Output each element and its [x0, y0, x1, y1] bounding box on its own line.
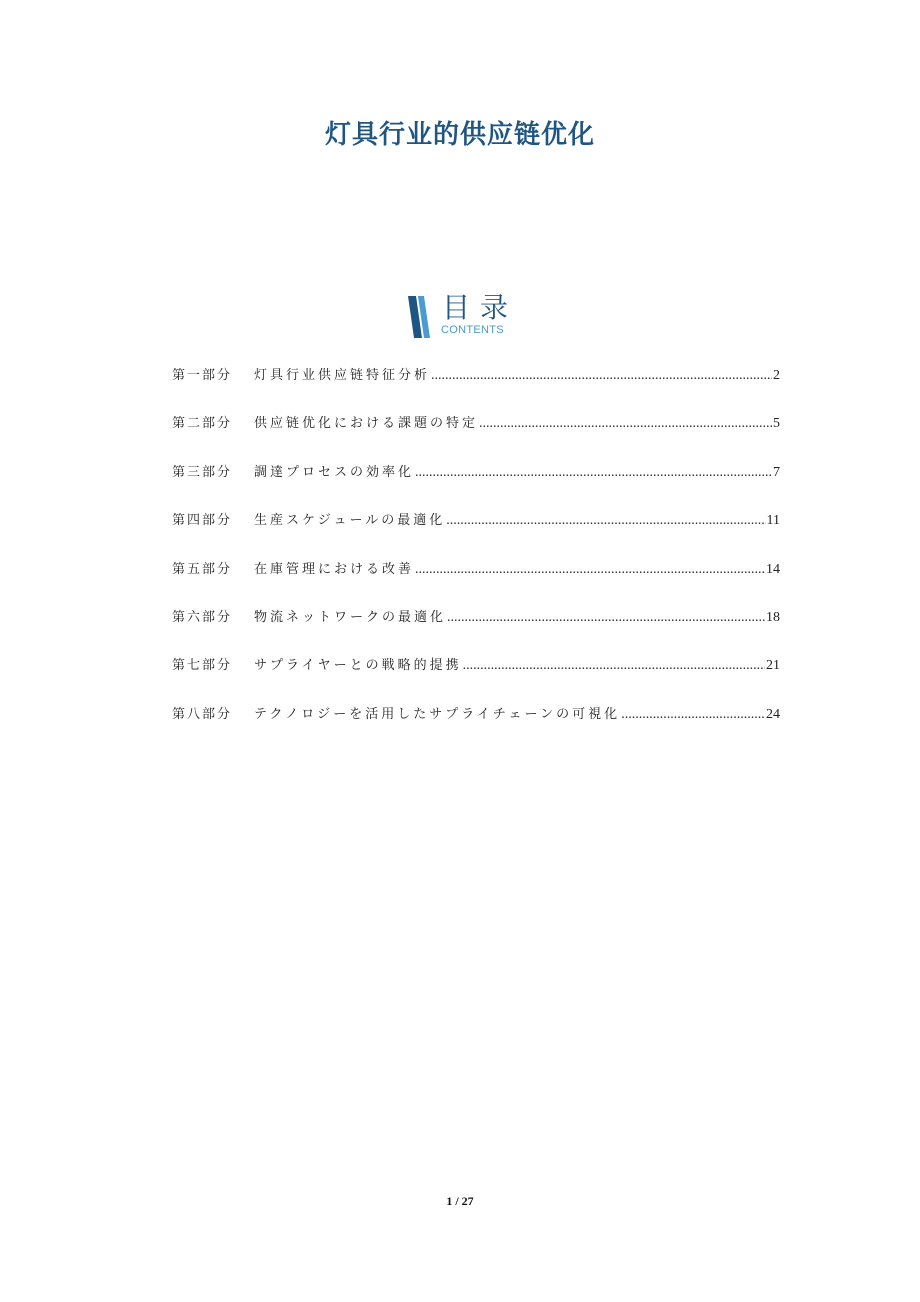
toc-entry-part: 第五部分 — [172, 561, 233, 577]
toc-heading: 目录 — [442, 291, 519, 324]
toc-subheading: CONTENTS — [441, 324, 504, 336]
toc-leader-dots — [479, 416, 772, 432]
toc-entry-title: 在庫管理における改善 — [254, 561, 415, 577]
toc-entry[interactable] — [172, 509, 780, 557]
toc-entry-title: 供应链优化における課題の特定 — [254, 416, 479, 432]
toc-leader-dots — [447, 610, 765, 626]
toc-entry[interactable] — [172, 703, 780, 751]
toc-entry-part: 第二部分 — [172, 416, 233, 432]
toc-leader-dots — [621, 707, 765, 723]
toc-leader-dots — [415, 465, 772, 481]
toc-entry-title: 灯具行业供应链特征分析 — [254, 368, 431, 383]
document-title: 灯具行业的供应链优化 — [324, 120, 595, 150]
toc-entry[interactable] — [172, 654, 780, 702]
toc-entry-part: 第八部分 — [172, 706, 233, 722]
toc-entry-page: 24 — [766, 706, 780, 722]
toc-entry-part: 第六部分 — [172, 609, 233, 625]
toc-entry[interactable] — [172, 461, 780, 509]
toc-entry-page: 2 — [773, 368, 780, 383]
toc-leader-dots — [446, 513, 765, 529]
toc-entry-page: 11 — [766, 513, 780, 529]
toc-header — [406, 292, 526, 340]
toc-entry-page: 18 — [766, 609, 780, 625]
toc-entry-page: 21 — [766, 658, 780, 674]
toc-entry[interactable] — [172, 558, 780, 606]
toc-entry-part: 第七部分 — [172, 658, 233, 674]
toc-leader-dots — [463, 658, 765, 674]
toc-entry[interactable] — [172, 364, 780, 412]
toc-entry-title: サプライヤーとの戦略的提携 — [254, 658, 462, 674]
toc-entry-part: 第三部分 — [172, 464, 233, 480]
toc-entry[interactable] — [172, 606, 780, 654]
toc-entry[interactable] — [172, 412, 780, 460]
toc-list — [172, 364, 780, 751]
toc-entry-part: 第一部分 — [172, 368, 233, 383]
toc-entry-page: 14 — [766, 561, 780, 577]
toc-entry-title: 物流ネットワークの最適化 — [254, 609, 447, 625]
toc-entry-page: 5 — [773, 416, 780, 432]
toc-leader-dots — [415, 562, 765, 578]
toc-leader-dots — [431, 368, 772, 384]
toc-entry-title: 生産スケジュールの最適化 — [254, 513, 446, 529]
page-number: 1 / 27 — [446, 1194, 474, 1208]
toc-logo-icon — [406, 296, 432, 338]
toc-entry-title: 調達プロセスの効率化 — [254, 464, 415, 480]
toc-entry-title: テクノロジーを活用したサプライチェーンの可視化 — [254, 706, 621, 722]
toc-entry-page: 7 — [773, 464, 780, 480]
toc-entry-part: 第四部分 — [172, 513, 233, 529]
